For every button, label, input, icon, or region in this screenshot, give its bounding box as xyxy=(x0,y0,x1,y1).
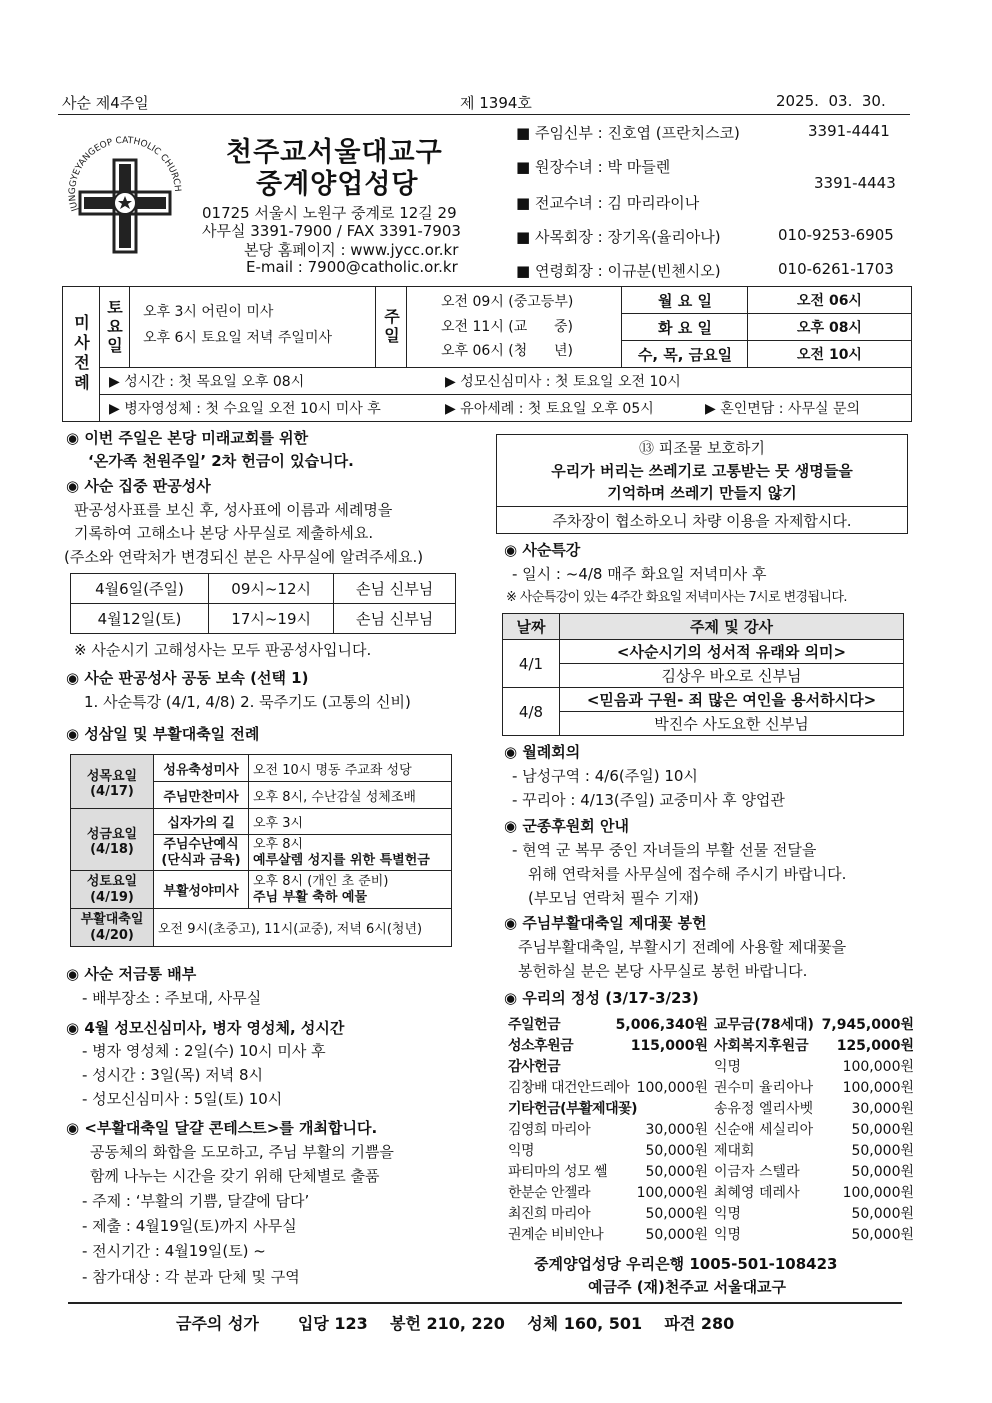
holy-thursday: 성목요일 (4/17) xyxy=(71,755,154,809)
staff-sister2: ■ 전교수녀 : 김 마리라이나 xyxy=(516,194,700,212)
table-row xyxy=(503,614,904,640)
offering-amount: 5,006,340원 xyxy=(615,1017,708,1033)
offering-amount: 7,945,000원 xyxy=(821,1017,914,1033)
confession-note: ※ 사순시기 고해성사는 모두 판공성사입니다. xyxy=(74,641,372,659)
lecture-header-date: 날짜 xyxy=(503,614,560,640)
lecture-date: 4/8 xyxy=(503,688,560,736)
offering-amount: 125,000원 xyxy=(836,1038,914,1054)
heading-confession: ◉ 사순 집중 판공성사 xyxy=(66,474,211,498)
offering-name: 최진희 마리아 xyxy=(508,1206,591,1222)
offering-amount: 50,000원 xyxy=(645,1227,708,1243)
week-label: 사순 제4주일 xyxy=(62,94,149,112)
offering-name: 기타헌금(부활제대꽃) xyxy=(508,1101,638,1117)
offering-amount: 50,000원 xyxy=(645,1143,708,1159)
weekday-mon: 월 요 일 xyxy=(621,287,748,314)
offering-row xyxy=(508,1224,914,1245)
heading-egg-contest: ◉ <부활대축일 달걀 콘테스트>를 개최합니다. xyxy=(66,1116,377,1140)
offering-name: 주일헌금 xyxy=(508,1017,561,1033)
heading-triduum: ◉ 성삼일 및 부활대축일 전례 xyxy=(66,722,259,746)
heading-april-schedule: ◉ 4월 성모신심미사, 병자 영성체, 성시간 xyxy=(66,1016,344,1040)
confession-time: 09시~12시 xyxy=(209,574,334,604)
offering-name: 교무금(78세대) xyxy=(714,1017,814,1033)
last-supper-detail: 오후 8시, 수난감실 성체조배 xyxy=(249,782,452,809)
creation-care-divider xyxy=(497,506,907,507)
homepage[interactable]: 본당 홈페이지 : www.jycc.or.kr xyxy=(244,241,459,259)
heading-monthly-meeting: ◉ 월례회의 xyxy=(504,740,580,764)
offering-amount: 50,000원 xyxy=(645,1164,708,1180)
creation-care-text-1: 우리가 버리는 쓰레기로 고통받는 뭇 생명들을 xyxy=(551,462,853,480)
table-row xyxy=(503,712,904,736)
email[interactable]: E-mail : 7900@catholic.or.kr xyxy=(246,258,458,276)
offering-name: 한분순 안젤라 xyxy=(508,1185,591,1201)
altar-flowers-text-2: 봉헌하실 분은 본당 사무실로 봉헌 바랍니다. xyxy=(518,962,808,980)
holy-hour: ▶ 성시간 : 첫 목요일 오후 08시 xyxy=(109,374,305,390)
passion-time: 오후 8시 xyxy=(253,836,304,852)
offering-amount: 50,000원 xyxy=(851,1227,914,1243)
offering-name: 감사헌금 xyxy=(508,1059,561,1075)
table-row xyxy=(71,871,452,909)
altar-flowers-text-1: 주님부활대축일, 부활시기 전례에 사용할 제대꽃을 xyxy=(518,938,847,956)
confession-text-2: 기록하여 고해소나 본당 사무실로 제출하세요. xyxy=(74,524,374,542)
easter-vigil-detail xyxy=(249,871,452,909)
table-row xyxy=(71,755,452,782)
offering-amount: 50,000원 xyxy=(851,1206,914,1222)
confession-priest: 손님 신부님 xyxy=(334,574,456,604)
confession-table xyxy=(70,573,456,634)
saturday-label: 토요일 xyxy=(99,287,130,367)
offering-row xyxy=(508,1182,914,1203)
table-row xyxy=(503,640,904,664)
offering-amount: 100,000원 xyxy=(636,1185,708,1201)
sick-communion: ▶ 병자영성체 : 첫 수요일 오전 10시 미사 후 xyxy=(109,401,381,417)
egg-contest-exhibit: - 전시기간 : 4월19일(토) ~ xyxy=(82,1242,266,1260)
chrism-mass-detail: 오전 10시 명동 주교좌 성당 xyxy=(249,755,452,782)
confession-date: 4월12일(토) xyxy=(71,604,209,634)
offering-amount: 100,000원 xyxy=(636,1080,708,1096)
svg-text:JUNGGYEYANGEOP CATHOLIC CHURCH: JUNGGYEYANGEOP CATHOLIC CHURCH xyxy=(67,135,183,213)
easter-sunday: 부활대축일 (4/20) xyxy=(71,909,154,947)
easter-vigil: 부활성야미사 xyxy=(154,871,249,909)
staff-sister-phone: 3391-4443 xyxy=(814,174,896,192)
vigil-time: 오후 8시 (개인 초 준비) xyxy=(253,873,389,889)
offering-name: 이금자 스텔라 xyxy=(714,1164,800,1180)
table-row xyxy=(503,688,904,712)
confession-text-3: (주소와 연락처가 변경되신 분은 사무실에 알려주세요.) xyxy=(64,548,424,566)
mass-divider-1 xyxy=(99,367,911,368)
creation-care-box xyxy=(496,434,908,534)
offering-name: 익명 xyxy=(714,1206,742,1222)
passion-service: 주님수난예식 (단식과 금육) xyxy=(154,835,249,871)
triduum-table xyxy=(70,754,452,947)
military-text-2: 위해 연락처를 사무실에 접수해 주시기 바랍니다. xyxy=(528,865,847,883)
weekday-tue-time: 오후 08시 xyxy=(747,314,911,341)
staff-council: ■ 사목회장 : 장기옥(율리아나) xyxy=(516,228,721,246)
offering-row xyxy=(508,1056,914,1077)
offering-row xyxy=(508,1161,914,1182)
sun-mass-1: 오전 09시 (중고등부) xyxy=(441,294,574,310)
issue-date: 2025. 03. 30. xyxy=(776,92,886,110)
sun-mass-2: 오전 11시 (교 중) xyxy=(441,319,573,335)
table-row xyxy=(503,664,904,688)
top-divider xyxy=(58,114,910,115)
mass-divider-2 xyxy=(99,394,911,395)
offering-amount: 115,000원 xyxy=(630,1038,708,1054)
sat-mass-2: 오후 6시 토요일 저녁 주일미사 xyxy=(143,330,332,346)
staff-funeral: ■ 연령회장 : 이규분(빈첸시오) xyxy=(516,262,721,280)
lecture-topic: <사순시기의 성서적 유래와 의미> xyxy=(560,640,904,664)
heading-lent-lecture: ◉ 사순특강 xyxy=(504,538,580,562)
offering-amount: 100,000원 xyxy=(842,1059,914,1075)
heading-lent-box: ◉ 사순 저금통 배부 xyxy=(66,962,196,986)
bottom-divider xyxy=(68,1302,902,1304)
offering-amount: 100,000원 xyxy=(842,1080,914,1096)
sun-mass-3: 오후 06시 (청 년) xyxy=(441,343,573,359)
mass-title: 미사전례 xyxy=(63,287,100,421)
offering-amount: 30,000원 xyxy=(851,1101,914,1117)
offering-name: 권계순 비비안나 xyxy=(508,1227,604,1243)
church-logo xyxy=(60,130,190,260)
heading-military-support: ◉ 군종후원회 안내 xyxy=(504,814,629,838)
office-phone: 사무실 3391-7900 / FAX 3391-7903 xyxy=(202,222,461,240)
lecture-date: 4/1 xyxy=(503,640,560,688)
offering-name: 김창배 대건안드레아 xyxy=(508,1080,630,1096)
creation-care-title: ⑬ 피조물 보호하기 xyxy=(639,439,765,457)
lecture-header-topic: 주제 및 강사 xyxy=(560,614,904,640)
offering-name: 사회복지후원금 xyxy=(714,1038,809,1054)
passion-collection: 예루살렘 성지를 위한 특별헌금 xyxy=(253,852,430,868)
table-row xyxy=(71,809,452,835)
offering-row xyxy=(508,1014,914,1035)
issue-number: 제 1394호 xyxy=(460,94,532,112)
vigil-offering: 주님 부활 축하 예물 xyxy=(253,889,368,905)
diocese-name: 천주교서울대교구 xyxy=(226,137,443,168)
parking-notice: 주차장이 협소하오니 차량 이용을 자제합시다. xyxy=(552,512,852,530)
offering-amount: 30,000원 xyxy=(645,1122,708,1138)
offering-row xyxy=(508,1119,914,1140)
stations-of-cross: 십자가의 길 xyxy=(154,809,249,835)
offering-name: 김영희 마리아 xyxy=(508,1122,591,1138)
april-marian-mass: - 성모신심미사 : 5일(토) 10시 xyxy=(82,1090,283,1108)
egg-contest-text-2: 함께 나누는 시간을 갖기 위해 단체별로 출품 xyxy=(90,1167,380,1185)
stations-detail: 오후 3시 xyxy=(249,809,452,835)
offering-row xyxy=(508,1035,914,1056)
offering-name: 최혜영 데레사 xyxy=(714,1185,800,1201)
april-sick-communion: - 병자 영성체 : 2일(수) 10시 미사 후 xyxy=(82,1042,326,1060)
staff-pastor: ■ 주임신부 : 진호엽 (프란치스코) xyxy=(516,124,740,142)
marian-mass: ▶ 성모신심미사 : 첫 토요일 오전 10시 xyxy=(445,374,681,390)
notice-family-sunday-2: ‘온가족 천원주일’ 2차 헌금이 있습니다. xyxy=(88,452,354,470)
offering-name: 익명 xyxy=(508,1143,535,1159)
offering-name: 성소후원금 xyxy=(508,1038,574,1054)
chrism-mass: 성유축성미사 xyxy=(154,755,249,782)
lecture-topic: <믿음과 구원- 죄 많은 여인을 용서하시다> xyxy=(560,688,904,712)
weekday-mon-time: 오전 06시 xyxy=(747,287,911,314)
offering-name: 파티마의 성모 쎌 xyxy=(508,1164,608,1180)
infant-baptism: ▶ 유아세례 : 첫 토요일 오후 05시 xyxy=(445,401,654,417)
offering-amount: 50,000원 xyxy=(851,1122,914,1138)
offering-row xyxy=(508,1077,914,1098)
offering-name: 권수미 율리아나 xyxy=(714,1080,814,1096)
offering-name: 익명 xyxy=(714,1059,742,1075)
offerings-list xyxy=(508,1014,914,1245)
meeting-mens: - 남성구역 : 4/6(주일) 10시 xyxy=(512,767,698,785)
notice-family-sunday: ◉ 이번 주일은 본당 미래교회를 위한 xyxy=(66,426,308,450)
account-holder: 예금주 (재)천주교 서울대교구 xyxy=(588,1278,787,1296)
lecture-note: ※ 사순특강이 있는 4주간 화요일 저녁미사는 7시로 변경됩니다. xyxy=(506,590,847,605)
holy-saturday: 성토요일 (4/19) xyxy=(71,871,154,909)
weekday-wed-fri: 수, 목, 금요일 xyxy=(621,341,748,367)
penance-options: 1. 사순특강 (4/1, 4/8) 2. 묵주기도 (고통의 신비) xyxy=(84,693,411,711)
lecture-schedule: - 일시 : ~4/8 매주 화요일 저녁미사 후 xyxy=(512,565,767,583)
offering-name: 송유정 엘리사벳 xyxy=(714,1101,814,1117)
offering-name: 제대회 xyxy=(714,1143,755,1159)
weekday-tue: 화 요 일 xyxy=(621,314,748,341)
last-supper-mass: 주님만찬미사 xyxy=(154,782,249,809)
heading-penance: ◉ 사순 판공성사 공동 보속 (선택 1) xyxy=(66,666,308,690)
confession-date: 4월6일(주일) xyxy=(71,574,209,604)
military-text-3: (부모님 연락처 필수 기재) xyxy=(528,889,699,907)
lecture-speaker: 박진수 사도요한 신부님 xyxy=(560,712,904,736)
april-holy-hour: - 성시간 : 3일(목) 저녁 8시 xyxy=(82,1066,264,1084)
egg-contest-text-1: 공동체의 화합을 도모하고, 주님 부활의 기쁨을 xyxy=(90,1143,394,1161)
heading-offerings: ◉ 우리의 정성 (3/17-3/23) xyxy=(504,986,699,1010)
confession-priest: 손님 신부님 xyxy=(334,604,456,634)
offering-amount: 50,000원 xyxy=(851,1164,914,1180)
lecture-speaker: 김상우 바오로 신부님 xyxy=(560,664,904,688)
egg-contest-participants: - 참가대상 : 각 분과 단체 및 구역 xyxy=(82,1268,300,1286)
military-text-1: - 현역 군 복무 중인 자녀들의 부활 선물 전달을 xyxy=(512,841,817,859)
offering-row xyxy=(508,1140,914,1161)
offering-name: 익명 xyxy=(714,1227,742,1243)
confession-time: 17시~19시 xyxy=(209,604,334,634)
address: 01725 서울시 노원구 중계로 12길 29 xyxy=(202,204,457,222)
weekday-table xyxy=(621,287,911,367)
offering-amount: 50,000원 xyxy=(645,1206,708,1222)
staff-council-phone: 010-9253-6905 xyxy=(778,226,894,244)
sat-mass-1: 오후 3시 어린이 미사 xyxy=(143,304,274,320)
parish-name: 중계양업성당 xyxy=(256,169,419,200)
confession-text-1: 판공성사표를 보신 후, 성사표에 이름과 세례명을 xyxy=(74,501,393,519)
offering-row xyxy=(508,1203,914,1224)
meeting-curia: - 꾸리아 : 4/13(주일) 교중미사 후 양업관 xyxy=(512,791,785,809)
egg-contest-theme: - 주제 : ‘부활의 기쁨, 달걀에 담다’ xyxy=(82,1192,310,1210)
staff-sister1: ■ 원장수녀 : 박 마들렌 xyxy=(516,158,671,176)
staff-pastor-phone: 3391-4441 xyxy=(808,122,890,140)
sunday-label: 주일 xyxy=(375,287,407,367)
offering-name: 신순애 세실리아 xyxy=(714,1122,814,1138)
good-friday: 성금요일 (4/18) xyxy=(71,809,154,871)
weekday-wed-fri-time: 오전 10시 xyxy=(747,341,911,367)
easter-masses: 오전 9시(초중고), 11시(교중), 저녁 6시(청년) xyxy=(154,909,452,947)
creation-care-text-2: 기억하며 쓰레기 만들지 않기 xyxy=(607,484,797,502)
offering-row xyxy=(508,1098,914,1119)
mass-schedule xyxy=(62,286,912,422)
table-row xyxy=(71,909,452,947)
bank-account: 중계양업성당 우리은행 1005-501-108423 xyxy=(534,1255,838,1273)
offering-amount: 100,000원 xyxy=(842,1185,914,1201)
offering-amount: 50,000원 xyxy=(851,1143,914,1159)
staff-funeral-phone: 010-6261-1703 xyxy=(778,260,894,278)
lecture-table xyxy=(502,613,904,736)
hymn-numbers: 금주의 성가 입당 123 봉헌 210, 220 성체 160, 501 파견 280 xyxy=(176,1314,735,1333)
lent-box-place: - 배부장소 : 주보대, 사무실 xyxy=(82,989,262,1007)
heading-altar-flowers: ◉ 주님부활대축일 제대꽃 봉헌 xyxy=(504,911,707,935)
table-row xyxy=(71,574,456,604)
marriage-interview: ▶ 혼인면담 : 사무실 문의 xyxy=(705,401,860,417)
table-row xyxy=(71,604,456,634)
passion-detail xyxy=(249,835,452,871)
egg-contest-deadline: - 제출 : 4월19일(토)까지 사무실 xyxy=(82,1217,297,1235)
